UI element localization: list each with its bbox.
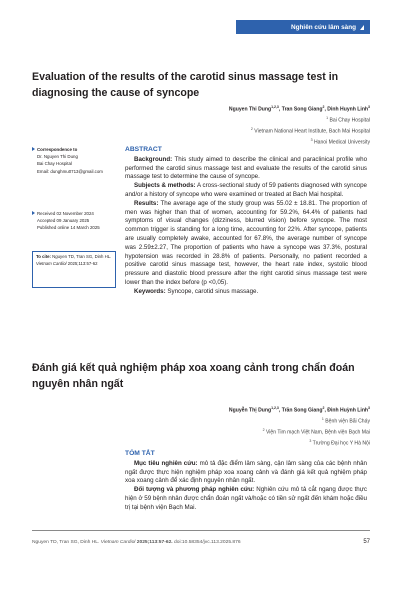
arrow-right-icon bbox=[32, 147, 35, 151]
tomtat-methods: Đối tượng và phương pháp nghiên cứu: Nghiên cứu mô tả cắt ngang được thực hiện ở 59 bệnh nhân được chẩn đoán ngất và/hoặc có tiền sử ngất đến khám hoặc điều trị tại bệnh viện Bạch Mai. bbox=[125, 486, 367, 511]
affiliation-2: $^2$ Vietnam National Heart Institute, Bach Mai Hospital bbox=[250, 126, 370, 135]
tomtat-aim: Mục tiêu nghiên cứu: mô tả đặc điểm lâm sàng, cận lâm sàng của các bệnh nhân ngất được thực hiện nghiệm pháp xoa xoang cảnh và đánh giá kết quả nghiệm pháp xoa xoang cảnh để xác định nguyên nhân ngất. bbox=[125, 459, 367, 485]
correspondence-block: Correspondence to Dr. Nguyen Thi Dung Bai Chay Hospital Email: dunghmu0713@gmail.com bbox=[32, 146, 118, 175]
corner-triangle-icon bbox=[360, 25, 364, 30]
affiliation-vi-2: $^2$ Viện Tim mạch Việt Nam, Bệnh viện Bạch Mai bbox=[262, 427, 370, 436]
abstract-keywords: Keywords: Syncope, carotid sinus massage. bbox=[134, 287, 259, 295]
author-names-vietnamese: Nguyễn Thị Dung$^{1,2,3}$, Trần Song Giang$^2$, Đinh Huỳnh Linh$^3$ bbox=[228, 406, 370, 414]
abstract-results: Results: The average age of the study group was 55.02 ± 18.81. The proportion of men was higher than that of women, accounting for 59.2%, 64.4% of patients had symptoms of visual changes (dizziness, blurred vision) before syncope. The most common trigger is standing for a long time, accounting for 22%. After syncope, patients are usually completely awake, accounted for 67.8%, the average number of syncope was 2.59±2.27, The proportion of patients who have a syncope was 37.3%, postural hypotension was recorded in 28.8% of patients. Personally, no patient recorded a positive carotid sinus massage test, however, the heart rate index, systolic blood pressure and diastolic blood pressure after the right carotid sinus massage test were lower than the index before (p <0,05). bbox=[125, 199, 368, 286]
page-number: 57 bbox=[363, 539, 370, 545]
affiliation-vi-3: $^3$ Trường Đại học Y Hà Nội bbox=[309, 438, 370, 447]
abstract-vietnamese bbox=[125, 450, 367, 513]
footer-divider bbox=[32, 530, 370, 531]
affiliation-1: $^1$ Bai Chay Hospital bbox=[326, 115, 370, 124]
section-tag-label: Nghiên cứu lâm sàng bbox=[291, 23, 356, 31]
abstract-background: Background: This study aimed to describe the clinical and paraclinical profile who performed the carotid sinus massage test and evaluate the results of the carotid sinus massage test to determine the cause of syncope. bbox=[125, 155, 368, 181]
authors-block-english bbox=[229, 103, 370, 147]
abstract-methods: Subjects & methods: A cross-sectional study of 59 patients diagnosed with syncope and/or a history of syncope who were examined or treated at Bach Mai hospital. bbox=[125, 182, 367, 198]
author-names-english: Nguyen Thi Dung$^{1,2,3}$, Tran Song Giang$^2$, Dinh Huynh Linh$^3$ bbox=[228, 105, 370, 113]
abstract-heading: ABSTRACT bbox=[125, 146, 162, 153]
page-footer bbox=[32, 539, 370, 545]
authors-block-vietnamese bbox=[229, 404, 370, 448]
citation-box: To cite: Nguyen TD, Tran SG, Dinh HL. Vietnam Cardiol 2025;113:57-62 bbox=[32, 251, 116, 288]
article-title-english: Evaluation of the results of the carotid sinus massage test in diagnosing the cause of syncope bbox=[32, 71, 339, 99]
dates-block: Received 02 November 2024 Accepted 09 January 2025 Published online 14 March 2025 bbox=[32, 210, 118, 232]
article-title-vietnamese: Đánh giá kết quả nghiệm pháp xoa xoang cảnh trong chẩn đoán nguyên nhân ngất bbox=[32, 362, 355, 390]
arrow-right-icon bbox=[32, 211, 35, 215]
tomtat-heading: TÓM TẮT bbox=[125, 450, 155, 457]
correspondence-email[interactable]: Email: dunghmu0713@gmail.com bbox=[37, 168, 103, 174]
abstract-english bbox=[125, 146, 367, 297]
section-tag-banner bbox=[236, 20, 370, 34]
affiliation-vi-1: $^1$ Bệnh viện Bãi Cháy bbox=[321, 416, 370, 425]
footer-citation: Nguyen TD, Tran SG, Dinh HL. Vietnam Cardiol 2025;113:57-62. doi:10.58354/jvc.113.2025.876 bbox=[32, 539, 241, 545]
affiliation-3: $^3$ Hanoi Medical University bbox=[310, 137, 370, 146]
